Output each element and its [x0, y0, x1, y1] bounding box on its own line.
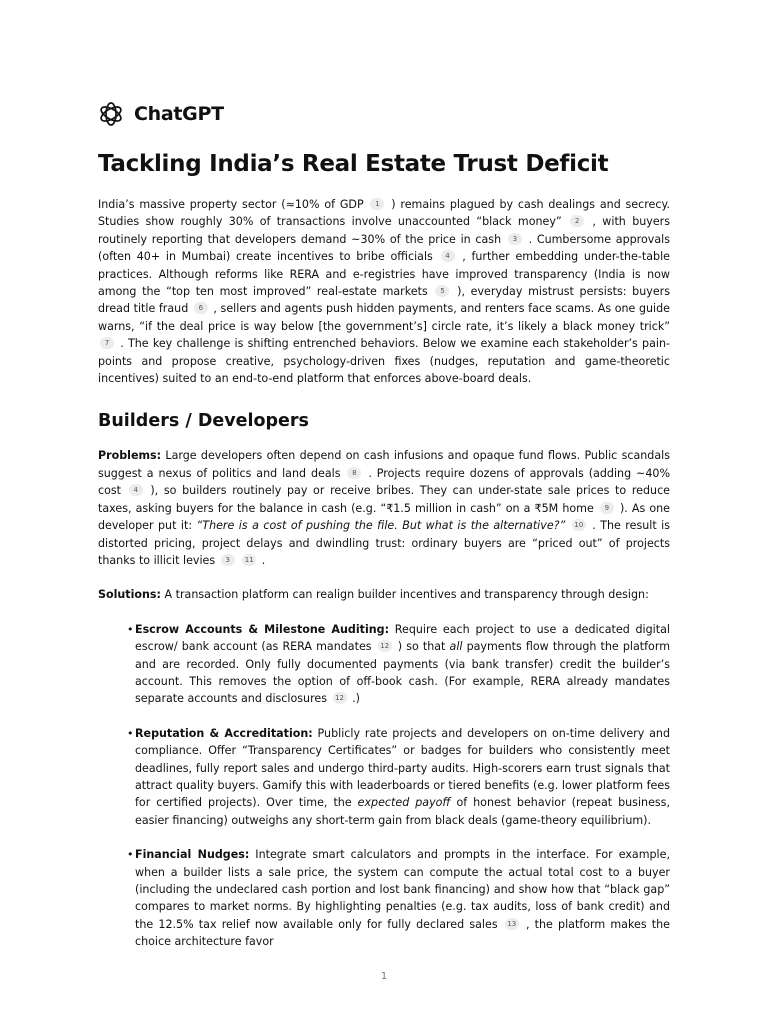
citation-badge[interactable]: 3: [221, 554, 235, 566]
citation-badge[interactable]: 10: [572, 519, 586, 531]
page-number: 1: [380, 971, 388, 982]
document-page: [98, 98, 670, 951]
brand-header: [98, 98, 670, 130]
citation-badge[interactable]: 6: [194, 302, 208, 314]
solutions-label: Solutions:: [98, 588, 161, 602]
citation-badge[interactable]: 11: [242, 554, 256, 566]
list-item: • Financial Nudges: Integrate smart calculators and prompts in the interface. For example, when a builder lists a sale price, the system can compute the actual total cost to a buyer (including the undeclared cash portion and lost bank financing) and show how that “black gap” compares to market norms. By highlighting penalties (e.g. tax audits, loss of bank credit) and the 12.5% tax relief now available only for fully declared sales 13 , the platform makes the choice architecture favor: [135, 846, 670, 950]
citation-badge[interactable]: 12: [378, 640, 392, 652]
list-item: • Escrow Accounts & Milestone Auditing: Require each project to use a dedicated digital escrow/ bank account (as RERA mandates 12 ) so that all payments flow through the platform and are recorded. Only fully documented payments (via bank transfer) credit the builder’s account. This removes the option of off-book cash. (For example, RERA already mandates separate accounts and disclosures 12 .): [135, 621, 670, 708]
citation-badge[interactable]: 13: [505, 918, 519, 930]
solutions-paragraph: Solutions: A transaction platform can realign builder incentives and transparency through design:: [98, 588, 649, 602]
brand-name: ChatGPT: [134, 103, 224, 125]
citation-badge[interactable]: 5: [435, 285, 449, 297]
citation-badge[interactable]: 3: [508, 233, 522, 245]
problems-label: Problems:: [98, 449, 162, 463]
citation-badge[interactable]: 1: [370, 198, 384, 210]
citation-badge[interactable]: 2: [570, 215, 584, 227]
problems-paragraph: Problems: Large developers often depend on cash infusions and opaque fund flows. Public scandals suggest a nexus of politics and land deals 8 . Projects require dozens of approvals (adding ~40% cost 4 ), so builders routinely pay or receive bribes. They can under-state sale prices to reduce taxes, asking buyers for the balance in cash (e.g. “₹1.5 million in cash” on a ₹5M home 9 ). As one developer put it: “There is a cost of pushing the file. But what is the alternative?” 10 . The result is distorted pricing, project delays and dwindling trust: ordinary buyers are “priced out” of projects thanks to illicit levies 3 11 .: [98, 449, 671, 567]
intro-paragraph: India’s massive property sector (≈10% of GDP 1 ) remains plagued by cash dealings and secrecy. Studies show roughly 30% of transactions involve unaccounted “black money” 2 , with buyers routinely reporting that developers demand ~30% of the price in cash 3 . Cumbersome approvals (often 40+ in Mumbai) create incentives to bribe officials 4 , further embedding under-the-table practices. Although reforms like RERA and e-registries have improved transparency (India is now among the “top ten most improved” real-estate markets 5 ), everyday mistrust persists: buyers dread title fraud 6 , sellers and agents push hidden payments, and renters face scams. As one guide warns, “if the deal price is way below [the government’s] circle rate, it’s likely a black money trick” 7 . The key challenge is shifting entrenched behaviors. Below we examine each stakeholder’s pain-points and propose creative, psychology-driven fixes (nudges, reputation and game-theoretic incentives) suited to an end-to-end platform that enforces above-board deals.: [98, 198, 671, 386]
solutions-list: [98, 621, 670, 951]
citation-badge[interactable]: 7: [100, 337, 114, 349]
citation-badge[interactable]: 9: [600, 502, 614, 514]
citation-badge[interactable]: 8: [347, 467, 361, 479]
document-title: Tackling India’s Real Estate Trust Deficit: [98, 151, 609, 177]
developer-quote: “There is a cost of pushing the file. But what is the alternative?”: [196, 519, 566, 533]
openai-knot-icon: [98, 101, 124, 127]
citation-badge[interactable]: 12: [333, 692, 347, 704]
list-item: • Reputation & Accreditation: Publicly rate projects and developers on on-time delivery and compliance. Offer “Transparency Certificates” or badges for builders who consistently meet deadlines, fully report sales and undergo third-party audits. High-scorers earn trust signals that attract quality buyers. Gamify this with leaderboards or tiered benefits (e.g. lower platform fees for certified projects). Over time, the expected payoff of honest behavior (repeat business, easier financing) outweighs any short-term gain from black deals (game-theory equilibrium).: [135, 725, 670, 829]
citation-badge[interactable]: 4: [129, 484, 143, 496]
citation-badge[interactable]: 4: [441, 250, 455, 262]
section-heading: Builders / Developers: [98, 411, 309, 432]
